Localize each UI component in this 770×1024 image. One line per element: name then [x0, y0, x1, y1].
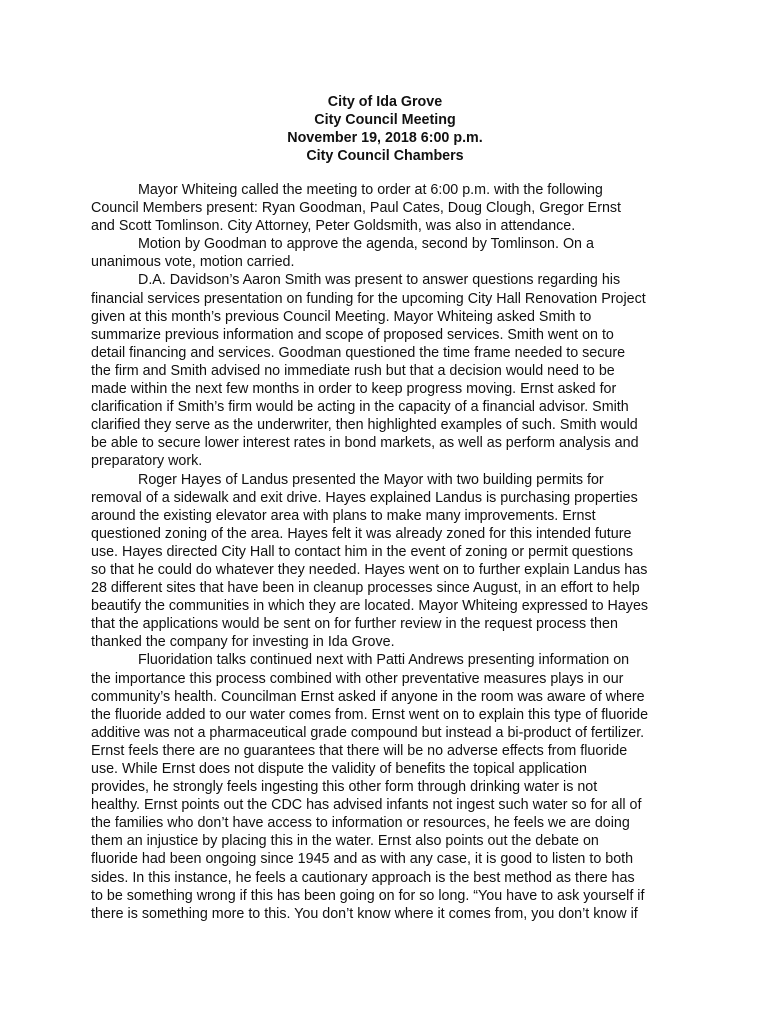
text-line: and Scott Tomlinson. City Attorney, Peter Goldsmith, was also in attendance.	[91, 218, 576, 235]
text-line: questioned zoning of the area. Hayes felt it was already zoned for this intended future	[91, 525, 632, 542]
text-line: 28 different sites that have been in cleanup processes since August, in an effort to help	[91, 580, 640, 597]
text-line: summarize previous information and scope of proposed services. Smith went on to	[91, 326, 614, 343]
text-line: given at this month’s previous Council Meeting. Mayor Whiteing asked Smith to	[91, 308, 592, 325]
text-line: use. Hayes directed City Hall to contact him in the event of zoning or permit questions	[91, 543, 633, 560]
document-heading	[0, 93, 770, 165]
text-line: the firm and Smith advised no immediate rush but that a decision would need to be	[91, 362, 615, 379]
text-line: use. While Ernst does not dispute the validity of benefits the topical application	[91, 761, 587, 777]
minutes-body	[91, 181, 691, 923]
text-line: that the applications would be sent on for further review in the request process then	[91, 616, 618, 633]
meeting-location: City Council Chambers	[306, 148, 464, 164]
text-line: community’s health. Councilman Ernst asked if anyone in the room was aware of where	[91, 688, 645, 705]
text-line: fluoride had been ongoing since 1945 and as with any case, it is good to listen to both	[91, 851, 634, 868]
text-line: to be something wrong if this has been going on for so long. “You have to ask yourself if	[91, 887, 645, 904]
text-line: so that he could do whatever they needed. Hayes went on to further explain Landus has	[91, 561, 648, 578]
city-name: City of Ida Grove	[327, 94, 443, 110]
text-line: Mayor Whiteing called the meeting to order at 6:00 p.m. with the following	[138, 182, 603, 198]
text-line: clarified they serve as the underwriter, then highlighted examples of such. Smith would	[91, 417, 638, 434]
text-line: made within the next few months in order to keep progress moving. Ernst asked for	[91, 381, 617, 398]
text-line: financial services presentation on funding for the upcoming City Hall Renovation Project	[91, 290, 646, 307]
text-line: be able to secure lower interest rates in bond markets, as well as perform analysis and	[91, 435, 639, 452]
text-line: them an injustice by placing this in the water. Ernst also points out the debate on	[91, 833, 599, 850]
text-line: thanked the company for investing in Ida Grove.	[91, 634, 395, 651]
text-line: Roger Hayes of Landus presented the Mayor with two building permits for	[138, 471, 604, 488]
text-line: beautify the communities in which they are located. Mayor Whiteing expressed to Hayes	[91, 598, 649, 615]
text-line: healthy. Ernst points out the CDC has advised infants not ingest such water so for all of	[91, 797, 642, 814]
text-line: clarification if Smith’s firm would be acting in the capacity of a financial advisor. Smith	[91, 399, 629, 416]
text-line: preparatory work.	[91, 453, 203, 470]
text-line: additive was not a pharmaceutical grade compound but instead a bi-product of fertilizer.	[91, 724, 645, 741]
text-line: Motion by Goodman to approve the agenda, second by Tomlinson. On a	[138, 236, 594, 253]
text-line: Fluoridation talks continued next with Patti Andrews presenting information on	[138, 652, 630, 669]
text-line: the families who don’t have access to information or resources, he feels we are doing	[91, 815, 630, 832]
meeting-name: City Council Meeting	[314, 112, 456, 128]
text-line: unanimous vote, motion carried.	[91, 254, 295, 271]
text-line: D.A. Davidson’s Aaron Smith was present to answer questions regarding his	[138, 272, 621, 289]
text-line: removal of a sidewalk and exit drive. Hayes explained Landus is purchasing properties	[91, 489, 638, 506]
meeting-date-time: November 19, 2018 6:00 p.m.	[287, 130, 483, 146]
text-line: the fluoride added to our water comes from. Ernst went on to explain this type of fluoride	[91, 706, 649, 723]
text-line: Council Members present: Ryan Goodman, Paul Cates, Doug Clough, Gregor Ernst	[91, 200, 622, 217]
text-line: detail financing and services. Goodman questioned the time frame needed to secure	[91, 344, 626, 361]
text-line: sides. In this instance, he feels a cautionary approach is the best method as there has	[91, 869, 635, 886]
text-line: Ernst feels there are no guarantees that there will be no adverse effects from fluoride	[91, 742, 628, 759]
text-line: there is something more to this. You don’t know where it comes from, you don’t know if	[91, 905, 638, 922]
text-line: around the existing elevator area with plans to make many improvements. Ernst	[91, 507, 596, 524]
text-line: the importance this process combined with other preventative measures plays in our	[91, 670, 624, 687]
text-line: provides, he strongly feels ingesting this other form through drinking water is not	[91, 779, 598, 796]
